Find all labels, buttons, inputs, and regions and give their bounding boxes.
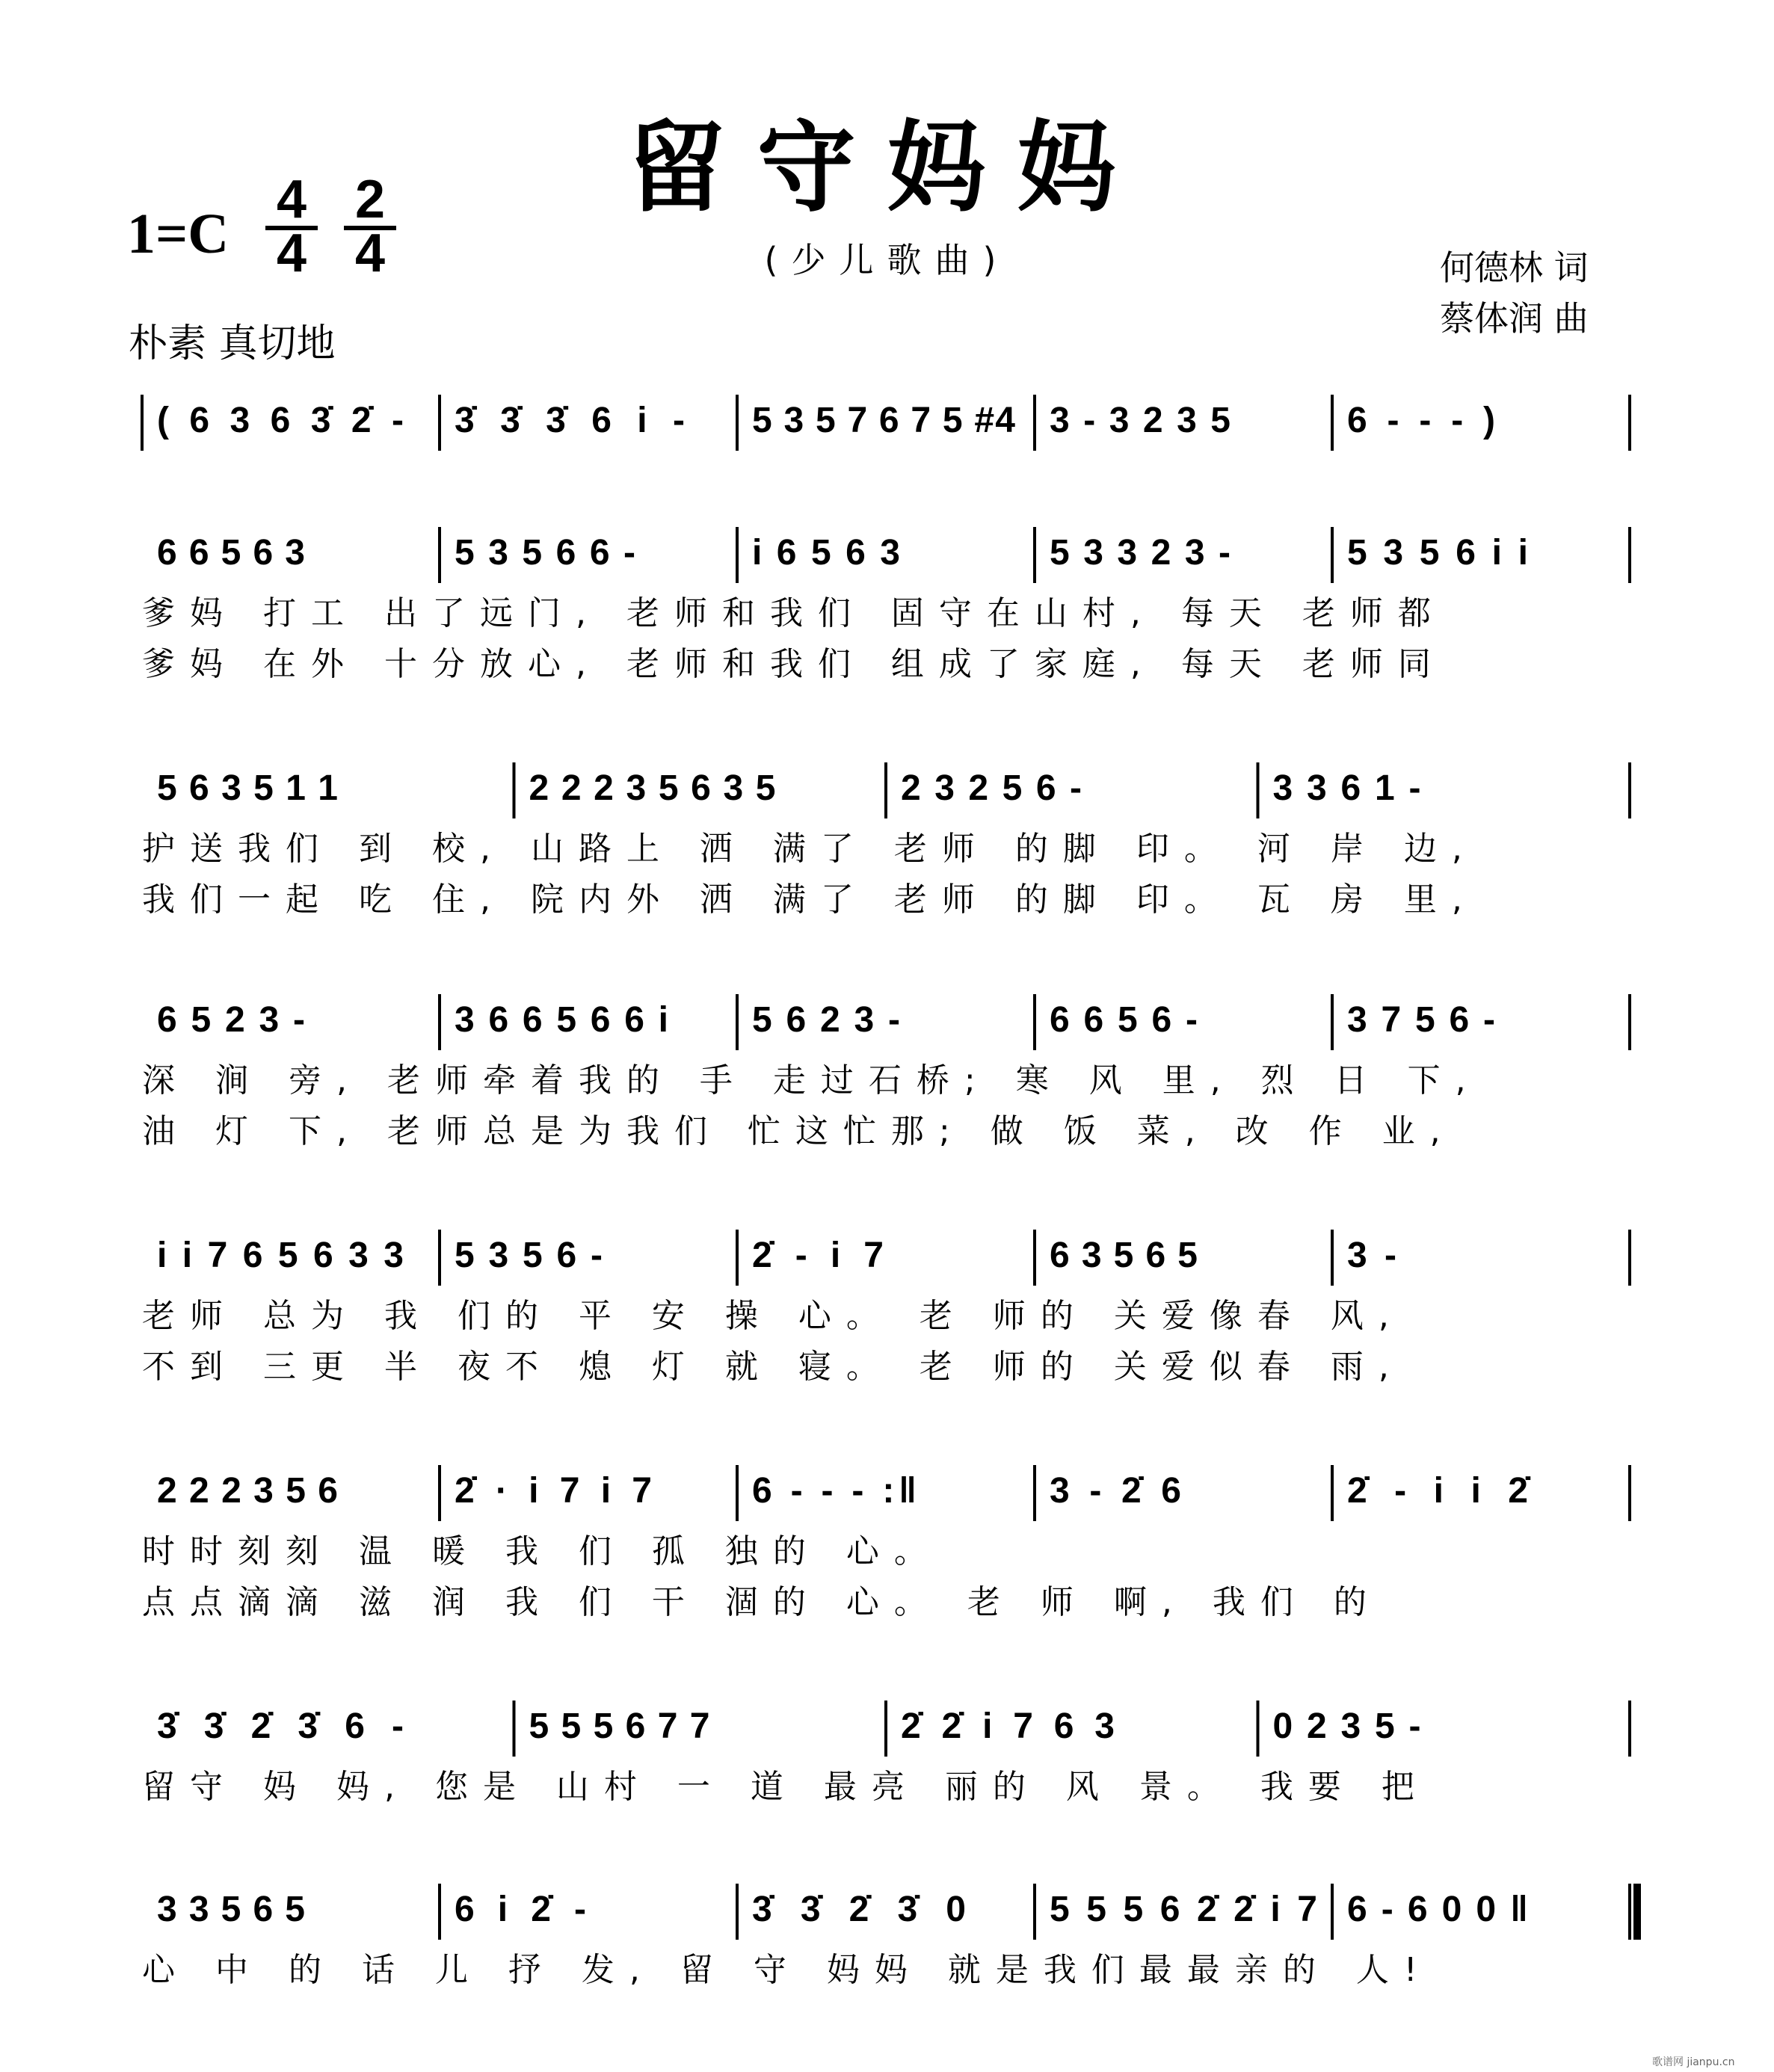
system-5	[142, 1465, 1630, 1621]
lyric-line: 护送我们 到 校, 山路上 洒 满了 老师 的脚 印。 河 岸 边,	[142, 830, 1477, 868]
time-sig-top: 4	[276, 170, 307, 229]
system-2	[142, 762, 1630, 919]
measure: 0 2 3 5 -	[1272, 1706, 1421, 1746]
tempo-marking: 朴素 真切地	[129, 321, 336, 366]
measure: 3 7 5 6 -	[1347, 1000, 1495, 1040]
measure: i i 7 6 5 6 3 3	[157, 1236, 404, 1275]
measure: 3̇ 3̇ 2̇ 3̇ 0	[752, 1890, 966, 1929]
lyric-line: 爹妈 在外 十分放心, 老师和我们 组成了家庭, 每天 老师同	[142, 645, 1446, 683]
lyric-line: 留守 妈 妈, 您是 山村 一 道 最亮 丽的 风 景。 我要 把	[142, 1768, 1429, 1806]
measure: 2 3 2 5 6 -	[901, 768, 1082, 808]
lyricist-credit: 何德林 词	[1440, 247, 1589, 288]
key-signature: 1=C	[127, 203, 230, 265]
measure: i 6 5 6 3	[752, 533, 900, 573]
measure: 3 6 6 5 6 6 i	[455, 1000, 668, 1040]
lyric-line: 不到 三更 半 夜不 熄 灯 就 寝。 老 师的 关爱似春 雨,	[142, 1348, 1404, 1386]
composer-credit: 蔡体润 曲	[1440, 298, 1589, 339]
measure: 6 5 2 3 -	[157, 1000, 305, 1040]
measure: 3 - 2̇ 6	[1050, 1471, 1181, 1511]
measure: 6 - - - )	[1347, 401, 1495, 440]
lyric-line: 时时刻刻 温 暖 我 们 孤 独的 心。	[142, 1532, 942, 1570]
measure: 2 2 2 3 5 6 3 5	[529, 768, 776, 808]
song-subtitle: (少儿歌曲)	[764, 240, 1010, 280]
measure: 5 5 5 6 7 7	[529, 1706, 710, 1746]
lyric-line: 心 中 的 话 儿 抒 发, 留 守 妈妈 就是我们最最亲的 人!	[142, 1951, 1432, 1989]
lyric-line: 我们一起 吃 住, 院内外 洒 满了 老师 的脚 印。 瓦 房 里,	[142, 881, 1477, 919]
measure: 5 3 5 6 6 -	[455, 533, 635, 573]
measure: 3 3 5 6 5	[157, 1890, 305, 1929]
measure: 2̇ 2̇ i 7 6 3	[901, 1706, 1115, 1746]
system-4	[142, 1230, 1630, 1386]
measure: 2̇ - i 7	[752, 1236, 884, 1275]
lyric-line: 老师 总为 我 们的 平 安 操 心。 老 师的 关爱像春 风,	[142, 1297, 1404, 1335]
measure: 2̇ - i i 2̇	[1347, 1471, 1528, 1511]
system-6	[142, 1701, 1630, 1806]
system-0	[142, 395, 1630, 451]
measure: 5 3 5 6 i i	[1347, 533, 1528, 573]
measure: ( 6 3 6 3̇ 2̇ -	[157, 401, 404, 440]
measure: 3̇ 3̇ 3̇ 6 i -	[455, 401, 685, 440]
measure: 6 6 5 6 3	[157, 533, 305, 573]
measure: 3 -	[1347, 1236, 1396, 1275]
measure: 6 6 5 6 -	[1050, 1000, 1198, 1040]
song-title: 留守妈妈	[626, 110, 1148, 226]
measure: 3 - 3 2 3 5	[1050, 401, 1231, 440]
measure: 6 3 5 6 5	[1050, 1236, 1198, 1275]
measure: 6 i 2̇ -	[455, 1890, 586, 1929]
measure: 3 3 6 1 -	[1272, 768, 1421, 808]
measure: 2̇ · i 7 i 7	[455, 1471, 652, 1511]
measure: 2 2 2 3 5 6	[157, 1471, 338, 1511]
measure: 5 5 5 6 2̇ 2̇ i 7	[1050, 1890, 1317, 1929]
system-7	[142, 1884, 1637, 1989]
measure: 6 - - - :‖	[752, 1471, 917, 1511]
lyric-line: 油 灯 下, 老师总是为我们 忙这忙那; 做 饭 菜, 改 作 业,	[142, 1112, 1456, 1150]
measure: 5 3 5 7 6 7 5 #4	[752, 401, 1015, 440]
measure: 5 3 3 2 3 -	[1050, 533, 1231, 573]
measure: 3̇ 3̇ 2̇ 3̇ 6 -	[157, 1706, 404, 1746]
system-3	[142, 994, 1630, 1150]
lyric-line: 点点滴滴 滋 润 我 们 干 涸的 心。 老 师 啊, 我们 的	[142, 1583, 1382, 1621]
watermark: 歌谱网 jianpu.cn	[1652, 2056, 1735, 2068]
measure: 5 3 5 6 -	[455, 1236, 603, 1275]
time-sig-top: 2	[354, 170, 386, 229]
time-sig-bottom: 4	[265, 226, 318, 277]
time-sig-bottom: 4	[344, 226, 396, 277]
measure: 6 - 6 0 0 ‖	[1347, 1890, 1528, 1929]
lyric-line: 深 涧 旁, 老师牵着我的 手 走过石桥; 寒 风 里, 烈 日 下,	[142, 1061, 1481, 1100]
measure: 5 6 3 5 1 1	[157, 768, 338, 808]
lyric-line: 爹妈 打工 出了远门, 老师和我们 固守在山村, 每天 老师都	[142, 594, 1446, 632]
system-1	[142, 527, 1630, 683]
measure: 5 6 2 3 -	[752, 1000, 900, 1040]
